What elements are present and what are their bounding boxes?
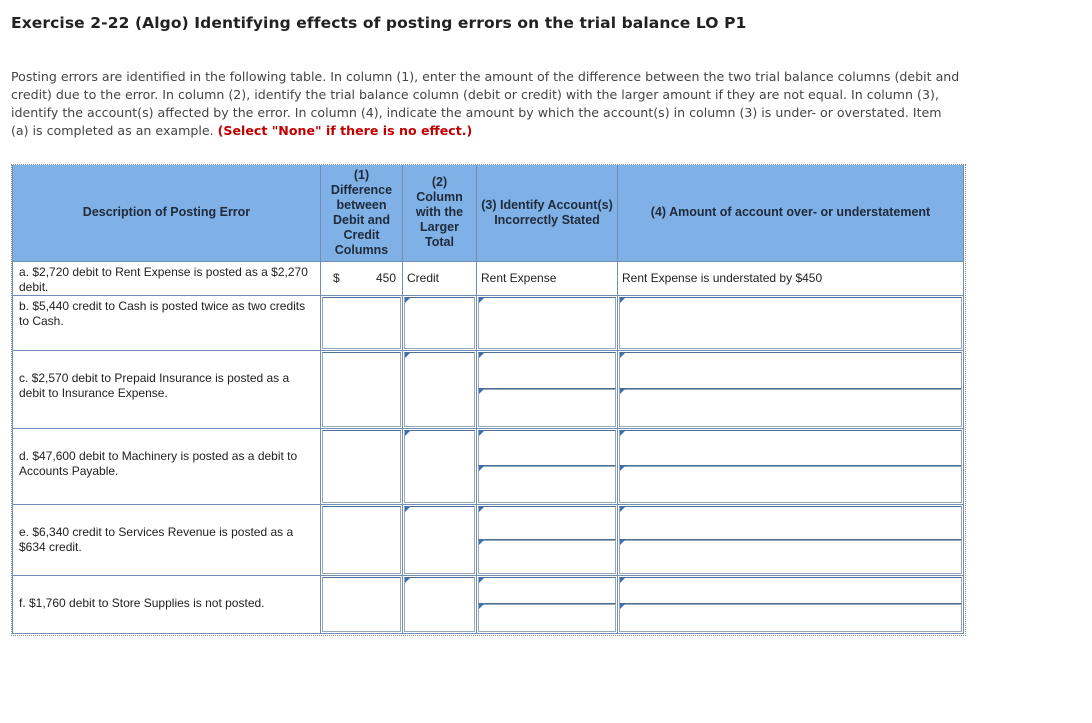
difference-input[interactable] <box>322 430 401 503</box>
example-misstatement: Rent Expense is understated by $450 <box>622 270 823 285</box>
larger-column-cell <box>403 504 477 575</box>
difference-input[interactable] <box>322 506 401 574</box>
dropdown-marker-icon <box>405 507 410 512</box>
larger-column-select[interactable] <box>404 577 475 632</box>
row-description: d. $47,600 debit to Machinery is posted as a debit to Accounts Payable. <box>13 428 321 504</box>
difference-input[interactable] <box>322 297 401 349</box>
dropdown-marker-icon <box>479 389 484 394</box>
account-cell <box>477 350 618 428</box>
misstatement-select-1[interactable] <box>619 577 962 606</box>
difference-input[interactable] <box>322 577 401 632</box>
dropdown-marker-icon <box>620 578 625 583</box>
dropdown-marker-icon <box>620 353 625 358</box>
dropdown-marker-icon <box>405 578 410 583</box>
difference-cell <box>321 295 403 350</box>
dropdown-marker-icon <box>479 604 484 609</box>
difference-cell <box>321 428 403 504</box>
instructions <box>11 68 961 140</box>
table-row <box>13 261 964 295</box>
account-select-2[interactable] <box>478 539 616 574</box>
example-larger-column-cell <box>403 261 477 295</box>
account-select-2[interactable] <box>478 465 616 503</box>
larger-column-cell <box>403 428 477 504</box>
table-header-row <box>13 165 964 261</box>
account-cell <box>477 428 618 504</box>
dropdown-marker-icon <box>620 466 625 471</box>
row-description: f. $1,760 debit to Store Supplies is not posted. <box>13 575 321 633</box>
misstatement-cell <box>618 350 964 428</box>
dropdown-marker-icon <box>620 389 625 394</box>
instructions-note: (Select "None" if there is no effect.) <box>217 123 473 138</box>
account-select-2[interactable] <box>478 388 616 427</box>
header-description: Description of Posting Error <box>13 165 321 261</box>
dropdown-marker-icon <box>405 298 410 303</box>
row-description: b. $5,440 credit to Cash is posted twice as two credits to Cash. <box>13 295 321 350</box>
difference-input[interactable] <box>322 352 401 427</box>
dropdown-marker-icon <box>479 466 484 471</box>
example-difference-amount: 450 <box>375 270 396 285</box>
table-row <box>13 428 964 504</box>
misstatement-select-2[interactable] <box>619 465 962 503</box>
misstatement-cell <box>618 295 964 350</box>
difference-cell <box>321 504 403 575</box>
misstatement-select-2[interactable] <box>619 603 962 632</box>
account-cell <box>477 504 618 575</box>
dropdown-marker-icon <box>479 298 484 303</box>
account-select-1[interactable] <box>478 352 616 391</box>
example-difference-cell <box>321 261 403 295</box>
dropdown-marker-icon <box>620 604 625 609</box>
currency-symbol: $ <box>333 270 340 285</box>
larger-column-select[interactable] <box>404 430 475 503</box>
header-difference: (1) Difference between Debit and Credit Columns <box>321 165 403 261</box>
dropdown-marker-icon <box>479 578 484 583</box>
account-cell <box>477 575 618 633</box>
misstatement-select-2[interactable] <box>619 388 962 427</box>
account-select-1[interactable] <box>478 430 616 468</box>
dropdown-marker-icon <box>479 507 484 512</box>
misstatement-select-1[interactable] <box>619 352 962 391</box>
larger-column-cell <box>403 295 477 350</box>
example-account: Rent Expense <box>481 270 557 285</box>
account-select-1[interactable] <box>478 506 616 541</box>
dropdown-marker-icon <box>620 431 625 436</box>
dropdown-marker-icon <box>620 298 625 303</box>
posting-errors-table <box>12 165 964 634</box>
larger-column-select[interactable] <box>404 352 475 427</box>
larger-column-select[interactable] <box>404 297 475 349</box>
dropdown-marker-icon <box>620 507 625 512</box>
table-row <box>13 504 964 575</box>
dropdown-marker-icon <box>479 431 484 436</box>
row-description: c. $2,570 debit to Prepaid Insurance is posted as a debit to Insurance Expense. <box>13 350 321 428</box>
misstatement-select[interactable] <box>619 297 962 349</box>
misstatement-cell <box>618 504 964 575</box>
account-select-1[interactable] <box>478 577 616 606</box>
account-cell <box>477 295 618 350</box>
example-account-cell <box>477 261 618 295</box>
header-amount-misstatement: (4) Amount of account over- or understatement <box>618 165 964 261</box>
larger-column-cell <box>403 575 477 633</box>
example-larger-column: Credit <box>407 270 440 285</box>
account-select[interactable] <box>478 297 616 349</box>
difference-cell <box>321 575 403 633</box>
dropdown-marker-icon <box>405 431 410 436</box>
table-row <box>13 350 964 428</box>
dropdown-marker-icon <box>620 540 625 545</box>
misstatement-select-1[interactable] <box>619 430 962 468</box>
instructions-text: Posting errors are identified in the following table. In column (1), enter the amount of the difference between the two trial balance columns (debit and credit) due to the error. In column (2), identify the trial balance column (debit or credit) with the larger amount if they are not equal. In column (3), identify the account(s) affected by the error. In column (4), indicate the amount by which the account(s) in column (3) is under- or overstated. Item (a) is completed as an example. <box>11 69 960 138</box>
difference-cell <box>321 350 403 428</box>
table-row <box>13 295 964 350</box>
dropdown-marker-icon <box>479 353 484 358</box>
header-accounts: (3) Identify Account(s) Incorrectly Stated <box>477 165 618 261</box>
row-description: a. $2,720 debit to Rent Expense is posted as a $2,270 debit. <box>13 261 321 295</box>
larger-column-select[interactable] <box>404 506 475 574</box>
misstatement-select-1[interactable] <box>619 506 962 541</box>
row-description: e. $6,340 credit to Services Revenue is posted as a $634 credit. <box>13 504 321 575</box>
misstatement-cell <box>618 575 964 633</box>
dropdown-marker-icon <box>405 353 410 358</box>
exercise-title: Exercise 2-22 (Algo) Identifying effects of posting errors on the trial balance LO P1 <box>11 14 747 32</box>
larger-column-cell <box>403 350 477 428</box>
header-larger-column: (2) Column with the Larger Total <box>403 165 477 261</box>
dropdown-marker-icon <box>479 540 484 545</box>
misstatement-select-2[interactable] <box>619 539 962 574</box>
table-row <box>13 575 964 633</box>
misstatement-cell <box>618 428 964 504</box>
example-misstatement-cell <box>618 261 964 295</box>
account-select-2[interactable] <box>478 603 616 632</box>
